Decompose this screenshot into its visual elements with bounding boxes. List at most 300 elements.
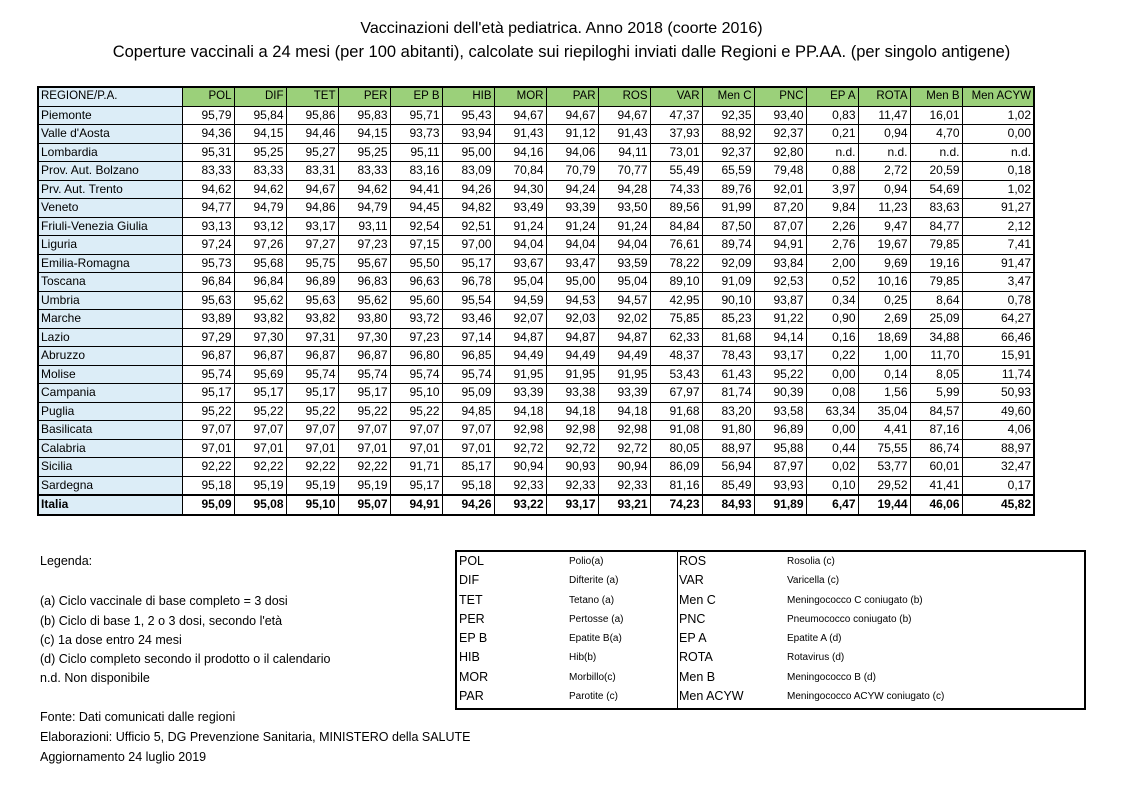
- value-cell: 35,04: [858, 402, 910, 421]
- value-cell: 41,41: [910, 476, 962, 495]
- value-cell: 79,85: [910, 236, 962, 255]
- value-cell: 94,87: [494, 328, 546, 347]
- value-cell: n.d.: [910, 143, 962, 162]
- value-cell: 95,11: [390, 143, 442, 162]
- value-cell: 16,01: [910, 106, 962, 125]
- value-cell: 92,72: [494, 439, 546, 458]
- value-cell: 92,09: [702, 254, 754, 273]
- value-cell: 0,00: [962, 125, 1034, 144]
- value-cell: 83,63: [910, 199, 962, 218]
- value-cell: 96,85: [442, 347, 494, 366]
- value-cell: 80,05: [650, 439, 702, 458]
- value-cell: n.d.: [962, 143, 1034, 162]
- value-cell: 95,00: [546, 273, 598, 292]
- value-cell: 92,72: [546, 439, 598, 458]
- value-cell: 2,69: [858, 310, 910, 329]
- value-cell: 91,95: [546, 365, 598, 384]
- value-cell: 95,62: [338, 291, 390, 310]
- footer-source: Fonte: Dati comunicati dalle regioni: [40, 710, 236, 724]
- value-cell: 3,47: [962, 273, 1034, 292]
- value-cell: 2,12: [962, 217, 1034, 236]
- value-cell: 90,94: [494, 458, 546, 477]
- region-cell: Friuli-Venezia Giulia: [38, 217, 182, 236]
- value-cell: 97,23: [390, 328, 442, 347]
- value-cell: 84,57: [910, 402, 962, 421]
- value-cell: 84,84: [650, 217, 702, 236]
- value-cell: 97,24: [182, 236, 234, 255]
- table-row: [38, 328, 1034, 347]
- region-cell: Sicilia: [38, 458, 182, 477]
- table-row: [38, 106, 1034, 125]
- region-cell: Umbria: [38, 291, 182, 310]
- value-cell: 93,38: [546, 384, 598, 403]
- value-cell: 87,07: [754, 217, 806, 236]
- table-row: [38, 421, 1034, 440]
- region-cell: Molise: [38, 365, 182, 384]
- legend-item: [459, 591, 674, 610]
- value-cell: 93,11: [338, 217, 390, 236]
- value-cell: 94,15: [338, 125, 390, 144]
- value-cell: 9,69: [858, 254, 910, 273]
- value-cell: 94,36: [182, 125, 234, 144]
- value-cell: 53,43: [650, 365, 702, 384]
- value-cell: 95,62: [234, 291, 286, 310]
- value-cell: 53,77: [858, 458, 910, 477]
- value-cell: 95,08: [234, 495, 286, 515]
- value-cell: 93,22: [494, 495, 546, 515]
- value-cell: 19,16: [910, 254, 962, 273]
- value-cell: 0,14: [858, 365, 910, 384]
- region-cell: Prv. Aut. Trento: [38, 180, 182, 199]
- value-cell: 97,01: [338, 439, 390, 458]
- value-cell: 25,09: [910, 310, 962, 329]
- value-cell: 89,74: [702, 236, 754, 255]
- value-cell: 92,22: [338, 458, 390, 477]
- value-cell: 96,78: [442, 273, 494, 292]
- value-cell: 87,50: [702, 217, 754, 236]
- value-cell: 94,62: [338, 180, 390, 199]
- value-cell: 70,77: [598, 162, 650, 181]
- legend-abbr: PER: [459, 611, 485, 626]
- value-cell: 95,84: [234, 106, 286, 125]
- header-row: [38, 87, 1034, 106]
- value-cell: 94,53: [546, 291, 598, 310]
- value-cell: 94,26: [442, 495, 494, 515]
- value-cell: 83,20: [702, 402, 754, 421]
- legend-abbr: ROS: [679, 554, 707, 568]
- value-cell: 83,31: [286, 162, 338, 181]
- value-cell: 0,21: [806, 125, 858, 144]
- value-cell: 93,94: [442, 125, 494, 144]
- value-cell: 96,84: [234, 273, 286, 292]
- value-cell: 47,37: [650, 106, 702, 125]
- table-row: [38, 365, 1034, 384]
- title-line-2: Coperture vaccinali a 24 mesi (per 100 abitanti), calcolate sui riepiloghi inviati dalle Regioni e PP.AA. (per singolo antigene): [112, 43, 1011, 61]
- value-cell: 0,88: [806, 162, 858, 181]
- value-cell: 92,72: [598, 439, 650, 458]
- value-cell: 93,39: [494, 384, 546, 403]
- value-cell: 2,26: [806, 217, 858, 236]
- footer-elaboration: Elaborazioni: Ufficio 5, DG Prevenzione Sanitaria, MINISTERO della SALUTE: [40, 730, 471, 744]
- legenda-note-b: (b) Ciclo di base 1, 2 o 3 dosi, secondo l'età: [40, 614, 283, 628]
- value-cell: 93,49: [494, 199, 546, 218]
- value-cell: 0,34: [806, 291, 858, 310]
- table-row: [38, 402, 1034, 421]
- value-cell: 94,79: [338, 199, 390, 218]
- value-cell: 93,84: [754, 254, 806, 273]
- value-cell: 34,88: [910, 328, 962, 347]
- value-cell: 91,47: [962, 254, 1034, 273]
- value-cell: 93,50: [598, 199, 650, 218]
- value-cell: 94,87: [546, 328, 598, 347]
- legend-abbr: TET: [459, 592, 483, 607]
- value-cell: 95,17: [390, 476, 442, 495]
- value-cell: 2,00: [806, 254, 858, 273]
- legend-abbr: Men B: [679, 669, 716, 684]
- value-cell: 83,33: [182, 162, 234, 181]
- legend-item: [459, 668, 674, 687]
- value-cell: 95,54: [442, 291, 494, 310]
- region-cell: Valle d'Aosta: [38, 125, 182, 144]
- value-cell: 73,01: [650, 143, 702, 162]
- value-cell: HIB: [442, 87, 494, 106]
- region-cell: Sardegna: [38, 476, 182, 495]
- region-cell: REGIONE/P.A.: [38, 87, 182, 106]
- value-cell: 88,97: [962, 439, 1034, 458]
- legend-desc: Rotavirus (d): [787, 652, 845, 664]
- value-cell: 89,76: [702, 180, 754, 199]
- value-cell: 94,26: [442, 180, 494, 199]
- legend-item: [459, 629, 674, 648]
- region-cell: Piemonte: [38, 106, 182, 125]
- value-cell: 93,39: [598, 384, 650, 403]
- value-cell: 95,67: [338, 254, 390, 273]
- value-cell: 95,74: [442, 365, 494, 384]
- value-cell: 74,33: [650, 180, 702, 199]
- value-cell: 0,18: [962, 162, 1034, 181]
- legend-item: [459, 687, 674, 706]
- value-cell: 94,11: [598, 143, 650, 162]
- region-cell: Basilicata: [38, 421, 182, 440]
- legend-desc: Morbillo(c): [569, 671, 616, 683]
- value-cell: 91,95: [494, 365, 546, 384]
- value-cell: 93,39: [546, 199, 598, 218]
- value-cell: 70,79: [546, 162, 598, 181]
- value-cell: 50,93: [962, 384, 1034, 403]
- value-cell: 96,89: [754, 421, 806, 440]
- legenda-note-nd: n.d. Non disponibile: [40, 671, 150, 685]
- value-cell: 91,27: [962, 199, 1034, 218]
- value-cell: 95,10: [286, 495, 338, 515]
- table-row: [38, 291, 1034, 310]
- value-cell: 95,10: [390, 384, 442, 403]
- legend-abbr: MOR: [459, 669, 489, 684]
- value-cell: 95,74: [390, 365, 442, 384]
- value-cell: 84,77: [910, 217, 962, 236]
- value-cell: n.d.: [806, 143, 858, 162]
- value-cell: 92,37: [754, 125, 806, 144]
- region-cell: Lombardia: [38, 143, 182, 162]
- value-cell: 91,22: [754, 310, 806, 329]
- value-cell: 96,84: [182, 273, 234, 292]
- value-cell: 94,14: [754, 328, 806, 347]
- value-cell: 48,37: [650, 347, 702, 366]
- table-row: [38, 236, 1034, 255]
- legend-abbr: PNC: [679, 611, 706, 626]
- legend-desc: Meningococco ACYW coniugato (c): [787, 691, 945, 703]
- value-cell: 45,82: [962, 495, 1034, 515]
- value-cell: 1,02: [962, 106, 1034, 125]
- value-cell: 83,16: [390, 162, 442, 181]
- value-cell: 95,18: [182, 476, 234, 495]
- value-cell: 86,74: [910, 439, 962, 458]
- value-cell: 97,07: [182, 421, 234, 440]
- value-cell: 11,70: [910, 347, 962, 366]
- value-cell: 87,16: [910, 421, 962, 440]
- value-cell: 81,74: [702, 384, 754, 403]
- value-cell: 93,89: [182, 310, 234, 329]
- table-row: [38, 476, 1034, 495]
- legend-item: [679, 687, 1079, 706]
- value-cell: 5,99: [910, 384, 962, 403]
- value-cell: 92,53: [754, 273, 806, 292]
- table-row: [38, 199, 1034, 218]
- value-cell: 95,25: [234, 143, 286, 162]
- value-cell: 19,67: [858, 236, 910, 255]
- value-cell: 91,43: [598, 125, 650, 144]
- table-row: [38, 125, 1034, 144]
- legend-desc: Meningococco B (d): [787, 671, 876, 683]
- region-cell: Lazio: [38, 328, 182, 347]
- value-cell: MOR: [494, 87, 546, 106]
- value-cell: 95,68: [234, 254, 286, 273]
- value-cell: 94,91: [390, 495, 442, 515]
- value-cell: 91,71: [390, 458, 442, 477]
- value-cell: 18,69: [858, 328, 910, 347]
- value-cell: 93,13: [182, 217, 234, 236]
- value-cell: 95,31: [182, 143, 234, 162]
- legend-item: [459, 552, 674, 571]
- value-cell: 95,74: [338, 365, 390, 384]
- value-cell: 94,04: [546, 236, 598, 255]
- value-cell: 97,01: [286, 439, 338, 458]
- value-cell: 95,22: [754, 365, 806, 384]
- value-cell: 94,59: [494, 291, 546, 310]
- value-cell: 85,17: [442, 458, 494, 477]
- value-cell: 94,24: [546, 180, 598, 199]
- value-cell: 9,47: [858, 217, 910, 236]
- value-cell: 97,29: [182, 328, 234, 347]
- legend-abbr: HIB: [459, 650, 480, 665]
- legend-desc: Difterite (a): [569, 575, 619, 587]
- value-cell: POL: [182, 87, 234, 106]
- value-cell: 93,21: [598, 495, 650, 515]
- value-cell: 60,01: [910, 458, 962, 477]
- value-cell: 95,04: [494, 273, 546, 292]
- value-cell: PAR: [546, 87, 598, 106]
- value-cell: 37,93: [650, 125, 702, 144]
- region-cell: Toscana: [38, 273, 182, 292]
- value-cell: 95,86: [286, 106, 338, 125]
- value-cell: 42,95: [650, 291, 702, 310]
- value-cell: 92,33: [546, 476, 598, 495]
- value-cell: TET: [286, 87, 338, 106]
- value-cell: 94,30: [494, 180, 546, 199]
- value-cell: 95,88: [754, 439, 806, 458]
- value-cell: 92,22: [234, 458, 286, 477]
- value-cell: 94,87: [598, 328, 650, 347]
- value-cell: 92,98: [546, 421, 598, 440]
- legend-desc: Hib(b): [569, 652, 597, 664]
- legend-item: [679, 668, 1079, 687]
- value-cell: 97,01: [234, 439, 286, 458]
- value-cell: 1,00: [858, 347, 910, 366]
- value-cell: 83,33: [338, 162, 390, 181]
- value-cell: 11,23: [858, 199, 910, 218]
- value-cell: 95,22: [182, 402, 234, 421]
- value-cell: 66,46: [962, 328, 1034, 347]
- value-cell: 96,80: [390, 347, 442, 366]
- value-cell: 94,45: [390, 199, 442, 218]
- value-cell: 95,07: [338, 495, 390, 515]
- value-cell: 96,87: [182, 347, 234, 366]
- value-cell: 93,47: [546, 254, 598, 273]
- value-cell: 96,87: [286, 347, 338, 366]
- legend-desc: Varicella (c): [787, 575, 840, 587]
- value-cell: 93,82: [286, 310, 338, 329]
- value-cell: 0,83: [806, 106, 858, 125]
- value-cell: 8,05: [910, 365, 962, 384]
- table-row: [38, 439, 1034, 458]
- value-cell: 95,09: [182, 495, 234, 515]
- region-cell: Marche: [38, 310, 182, 329]
- value-cell: 93,17: [286, 217, 338, 236]
- value-cell: 95,09: [442, 384, 494, 403]
- value-cell: 94,79: [234, 199, 286, 218]
- value-cell: 92,35: [702, 106, 754, 125]
- value-cell: 95,25: [338, 143, 390, 162]
- value-cell: 97,01: [442, 439, 494, 458]
- legend-abbr: Men ACYW: [679, 689, 744, 704]
- legenda-note-a: (a) Ciclo vaccinale di base completo = 3 dosi: [40, 594, 288, 608]
- legend-desc: Pertosse (a): [569, 613, 624, 625]
- value-cell: 95,63: [182, 291, 234, 310]
- value-cell: 96,87: [338, 347, 390, 366]
- value-cell: 95,73: [182, 254, 234, 273]
- legenda-note-c: (c) 1a dose entro 24 mesi: [40, 633, 182, 647]
- value-cell: 97,15: [390, 236, 442, 255]
- value-cell: 91,24: [494, 217, 546, 236]
- value-cell: 10,16: [858, 273, 910, 292]
- value-cell: 94,28: [598, 180, 650, 199]
- value-cell: 85,23: [702, 310, 754, 329]
- value-cell: 97,31: [286, 328, 338, 347]
- value-cell: 0,44: [806, 439, 858, 458]
- value-cell: 65,59: [702, 162, 754, 181]
- abbreviation-legend-box: [455, 550, 1086, 710]
- value-cell: 93,72: [390, 310, 442, 329]
- footer-update: Aggiornamento 24 luglio 2019: [40, 750, 207, 764]
- value-cell: 94,04: [598, 236, 650, 255]
- value-cell: 78,22: [650, 254, 702, 273]
- value-cell: 55,49: [650, 162, 702, 181]
- value-cell: 32,47: [962, 458, 1034, 477]
- region-cell: Puglia: [38, 402, 182, 421]
- table-row: [38, 162, 1034, 181]
- value-cell: 92,22: [286, 458, 338, 477]
- value-cell: 90,93: [546, 458, 598, 477]
- value-cell: ROS: [598, 87, 650, 106]
- value-cell: 0,90: [806, 310, 858, 329]
- value-cell: 2,76: [806, 236, 858, 255]
- value-cell: 93,87: [754, 291, 806, 310]
- legend-item: [679, 629, 1079, 648]
- value-cell: 95,17: [234, 384, 286, 403]
- value-cell: 94,18: [494, 402, 546, 421]
- region-cell: Emilia-Romagna: [38, 254, 182, 273]
- legend-abbr: POL: [459, 554, 485, 568]
- legend-desc: Meningococco C coniugato (b): [787, 594, 923, 606]
- value-cell: 20,59: [910, 162, 962, 181]
- table-row: [38, 143, 1034, 162]
- value-cell: 95,17: [442, 254, 494, 273]
- legend-abbr: PAR: [459, 689, 484, 704]
- value-cell: 87,20: [754, 199, 806, 218]
- table-row: [38, 347, 1034, 366]
- table-row: [38, 254, 1034, 273]
- value-cell: 6,47: [806, 495, 858, 515]
- value-cell: 93,73: [390, 125, 442, 144]
- value-cell: 0,78: [962, 291, 1034, 310]
- legend-item: [679, 552, 1079, 571]
- value-cell: 79,48: [754, 162, 806, 181]
- value-cell: 4,41: [858, 421, 910, 440]
- value-cell: 95,71: [390, 106, 442, 125]
- value-cell: 97,07: [390, 421, 442, 440]
- value-cell: 95,17: [338, 384, 390, 403]
- legend-desc: Rosolia (c): [787, 556, 835, 567]
- value-cell: 91,80: [702, 421, 754, 440]
- value-cell: 92,33: [598, 476, 650, 495]
- value-cell: 87,97: [754, 458, 806, 477]
- legend-item: [679, 571, 1079, 590]
- value-cell: 94,77: [182, 199, 234, 218]
- value-cell: 96,83: [338, 273, 390, 292]
- legenda-title: Legenda:: [40, 554, 93, 568]
- value-cell: 85,49: [702, 476, 754, 495]
- value-cell: 97,00: [442, 236, 494, 255]
- value-cell: 95,74: [182, 365, 234, 384]
- value-cell: 94,18: [546, 402, 598, 421]
- value-cell: 0,10: [806, 476, 858, 495]
- value-cell: 0,17: [962, 476, 1034, 495]
- value-cell: 91,99: [702, 199, 754, 218]
- value-cell: 97,14: [442, 328, 494, 347]
- region-cell: Prov. Aut. Bolzano: [38, 162, 182, 181]
- value-cell: n.d.: [858, 143, 910, 162]
- value-cell: 61,43: [702, 365, 754, 384]
- value-cell: 93,67: [494, 254, 546, 273]
- value-cell: 91,68: [650, 402, 702, 421]
- value-cell: 92,07: [494, 310, 546, 329]
- legend-desc: Parotite (c): [569, 691, 618, 703]
- value-cell: 96,87: [234, 347, 286, 366]
- value-cell: 94,67: [546, 106, 598, 125]
- value-cell: 92,22: [182, 458, 234, 477]
- value-cell: 91,24: [598, 217, 650, 236]
- value-cell: 95,22: [390, 402, 442, 421]
- value-cell: 95,17: [286, 384, 338, 403]
